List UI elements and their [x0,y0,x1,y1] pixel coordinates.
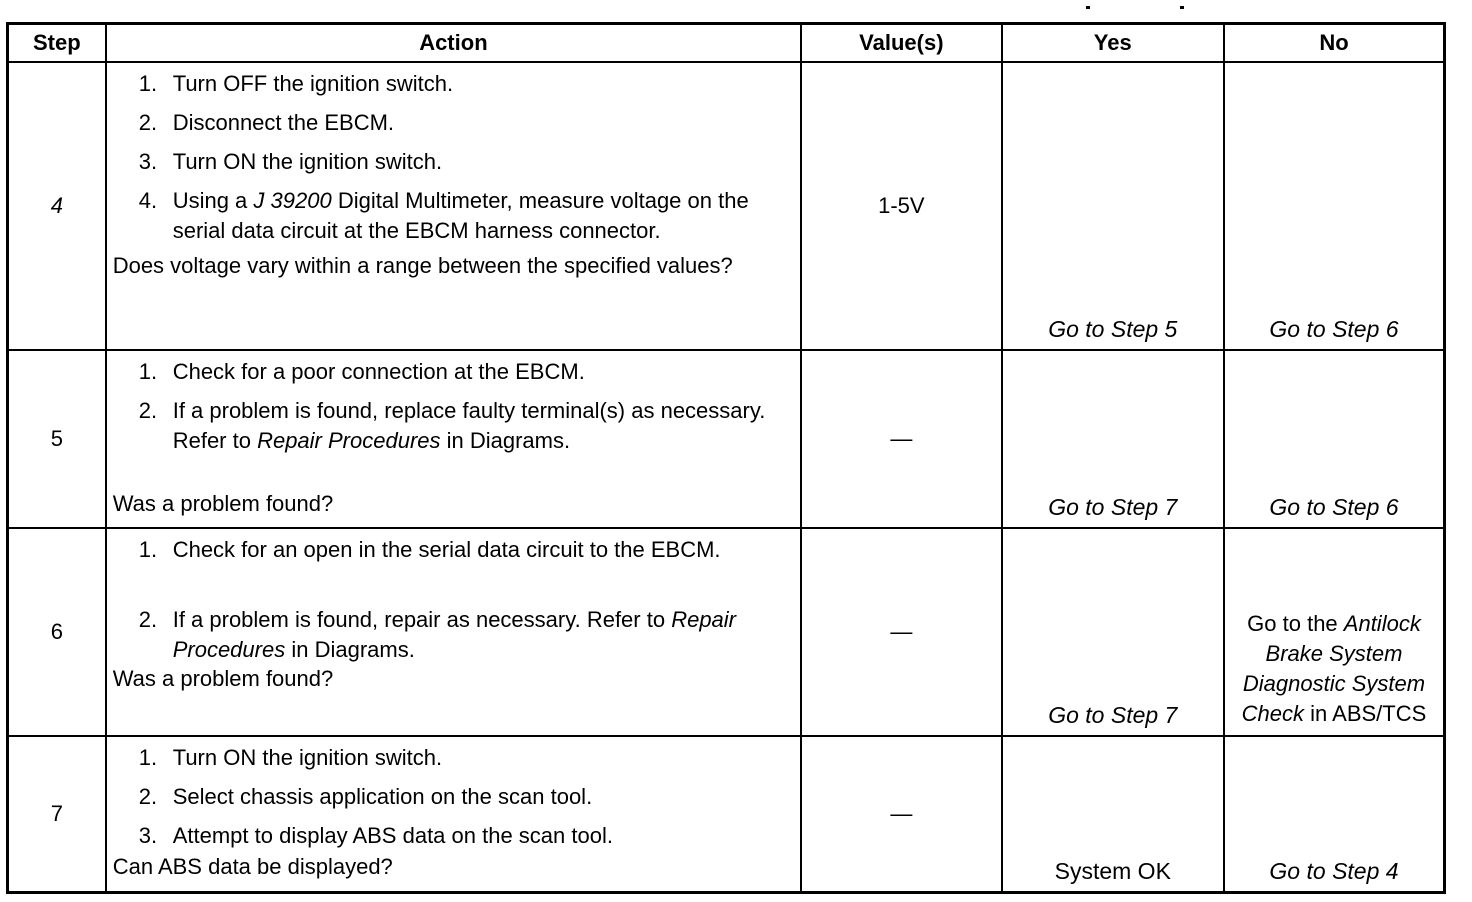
yes-cell: Go to Step 5 [1002,62,1224,350]
yes-cell: Go to Step 7 [1002,350,1224,528]
diagnostic-table [6,22,1446,894]
question-text: Was a problem found? [112,491,334,516]
header-no: No [1224,24,1445,63]
action-item: 3. Attempt to display ABS data on the scan tool. [138,823,613,848]
value-cell: — [801,736,1001,892]
step-number: 5 [8,350,106,528]
action-item: 2. Disconnect the EBCM. [138,110,395,135]
action-cell [106,350,801,528]
action-item: 4. Using a J 39200 Digital Multimeter, measure voltage on the serial data circuit at the EBCM harness connector. [138,188,749,243]
action-cell [106,736,801,892]
question-text: Was a problem found? [112,666,334,691]
no-cell: Go to Step 6 [1224,350,1445,528]
step-number: 7 [8,736,106,892]
action-cell [106,62,801,350]
table-row [8,62,1445,350]
action-item: 1. Turn ON the ignition switch. [138,745,443,770]
yes-cell: Go to Step 7 [1002,528,1224,736]
table-row [8,350,1445,528]
action-item: 1. Check for a poor connection at the EBCM. [138,359,585,384]
value-cell: — [801,528,1001,736]
step-number: 4 [8,62,106,350]
step-number: 6 [8,528,106,736]
action-item: 2. If a problem is found, repair as necessary. Refer to Repair Procedures in Diagrams. [138,607,737,662]
action-cell [106,528,801,736]
value-cell: — [801,350,1001,528]
header-step: Step [8,24,106,63]
value-cell: 1-5V [801,62,1001,350]
no-cell: Go to the Antilock Brake System Diagnostic System Check in ABS/TCS [1224,528,1445,736]
action-item: 2. Select chassis application on the scan tool. [138,784,593,809]
scan-marks [1082,0,1192,12]
header-yes: Yes [1002,24,1224,63]
action-item: 3. Turn ON the ignition switch. [138,149,443,174]
action-item: 2. If a problem is found, replace faulty terminal(s) as necessary. Refer to Repair Procedures in Diagrams. [138,398,766,453]
no-cell: Go to Step 6 [1224,62,1445,350]
question-text: Does voltage vary within a range between the specified values? [112,253,733,278]
header-row [8,24,1445,63]
action-item: 1. Check for an open in the serial data circuit to the EBCM. [138,537,721,562]
action-item: 1. Turn OFF the ignition switch. [138,71,454,96]
question-text: Can ABS data be displayed? [112,854,393,879]
header-values: Value(s) [801,24,1001,63]
table-row [8,736,1445,892]
no-cell: Go to Step 4 [1224,736,1445,892]
yes-cell: System OK [1002,736,1224,892]
header-action: Action [106,24,801,63]
table-row [8,528,1445,736]
